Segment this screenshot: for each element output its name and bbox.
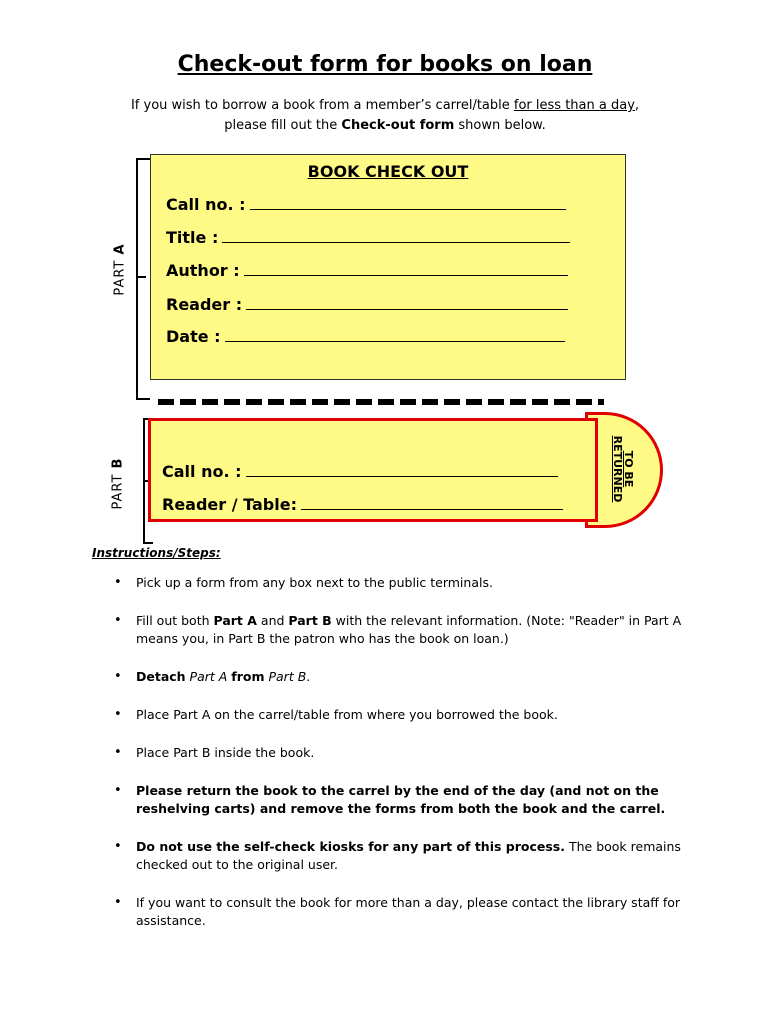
field-label: Reader / Table:	[162, 495, 297, 514]
step-italic-text: Part A	[185, 669, 232, 684]
author-field[interactable]	[166, 261, 568, 280]
part-label-text: PART	[110, 468, 126, 510]
field-blank-line[interactable]	[222, 228, 570, 243]
instruction-step	[92, 782, 682, 818]
intro-line2	[224, 118, 546, 133]
title-field[interactable]	[166, 228, 570, 247]
part-a-label	[113, 240, 128, 300]
field-label: Call no. :	[166, 195, 246, 214]
field-label: Author :	[166, 261, 240, 280]
step-text: with the relevant information. (Note: "Reader" in Part A means you, in Part B the patron who has the book on loan.)	[136, 613, 682, 646]
call-no-field[interactable]	[166, 195, 566, 214]
page-title: Check-out form for books on loan	[177, 52, 593, 77]
part-label-letter: B	[110, 457, 126, 469]
intro-line1	[131, 98, 639, 113]
instruction-step	[92, 612, 682, 648]
part-b-label	[111, 454, 126, 514]
step-bold-text: Do not use the self-check kiosks for any part of this process.	[136, 839, 565, 854]
instructions-list	[92, 574, 682, 950]
instruction-step	[92, 838, 682, 874]
field-blank-line[interactable]	[225, 327, 565, 342]
instruction-step	[92, 574, 682, 592]
step-bold-text: from	[231, 669, 265, 684]
field-blank-line[interactable]	[246, 295, 568, 310]
step-text: .	[306, 669, 311, 684]
intro-text-part: shown below.	[454, 118, 546, 133]
step-text: Pick up a form from any box next to the public terminals.	[136, 575, 493, 590]
step-text: Place Part B inside the book.	[136, 745, 315, 760]
part-label-letter: A	[112, 243, 128, 255]
date-field[interactable]	[166, 327, 565, 346]
intro-underlined-text: for less than a day	[513, 98, 635, 113]
part-label-text: PART	[112, 254, 128, 296]
tab-label-line: RETURNED	[611, 435, 624, 503]
tab-label-line: TO BE	[622, 450, 635, 488]
return-reader-table-field[interactable]	[162, 495, 563, 514]
field-label: Date :	[166, 327, 221, 346]
step-text: Place Part A on the carrel/table from where you borrowed the book.	[136, 707, 558, 722]
step-italic-text: Part B	[264, 669, 307, 684]
field-blank-line[interactable]	[301, 495, 563, 510]
part-a-bracket	[136, 158, 150, 400]
step-bold-text: Detach	[136, 669, 186, 684]
instructions-heading: Instructions/Steps:	[92, 546, 221, 560]
step-text: If you want to consult the book for more than a day, please contact the library staff for assistance.	[136, 895, 681, 928]
field-blank-line[interactable]	[244, 261, 568, 276]
field-label: Call no. :	[162, 462, 242, 481]
field-label: Title :	[166, 228, 219, 247]
intro-text-part: please fill out the	[224, 118, 342, 133]
instruction-step	[92, 744, 682, 762]
detach-dashed-line	[158, 398, 604, 406]
step-bold-text: Part B	[288, 613, 332, 628]
step-text: The book remains checked out to the original user.	[136, 839, 681, 872]
step-text: Fill out both	[136, 613, 214, 628]
instruction-step	[92, 668, 682, 686]
reader-field[interactable]	[166, 295, 568, 314]
card-heading: BOOK CHECK OUT	[307, 162, 469, 181]
instruction-step	[92, 706, 682, 724]
step-bold-text: Part A	[213, 613, 257, 628]
intro-bold-text: Check-out form	[341, 118, 455, 133]
step-bold-text: Please return the book to the carrel by the end of the day (and not on the reshelving carts) and remove the forms from both the book and the carrel.	[136, 783, 666, 816]
step-text: and	[256, 613, 289, 628]
field-label: Reader :	[166, 295, 243, 314]
field-blank-line[interactable]	[246, 462, 558, 477]
return-call-no-field[interactable]	[162, 462, 558, 481]
field-blank-line[interactable]	[250, 195, 566, 210]
to-be-returned-label	[612, 433, 634, 505]
intro-text-part: If you wish to borrow a book from a member’s carrel/table	[130, 98, 514, 113]
intro-text-part: ,	[634, 98, 640, 113]
intro-text	[0, 96, 770, 136]
instruction-step	[92, 894, 682, 930]
